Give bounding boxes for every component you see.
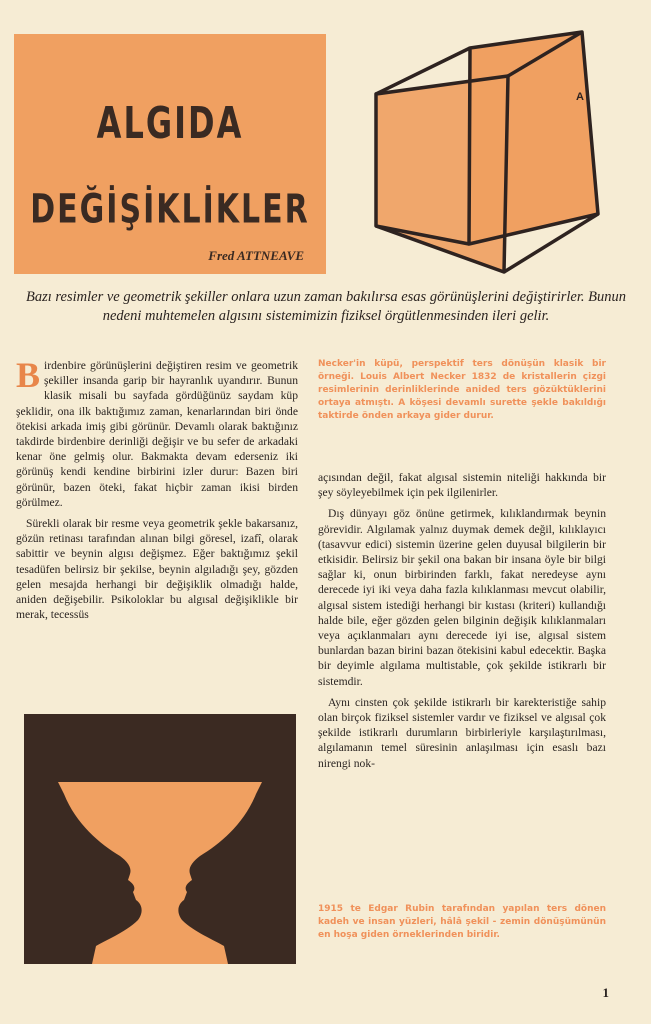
cube-front-face <box>376 76 508 272</box>
body-paragraph: açısından değil, fakat algısal sistemin niteliği hakkında bir şey söyleyebilmek için pek ilgilenirler. <box>318 471 606 500</box>
title-line-2: DEĞİŞİKLİKLER <box>30 185 310 234</box>
rubin-vase-figure <box>24 714 296 964</box>
body-paragraph <box>16 358 298 510</box>
author-name: Fred ATTNEAVE <box>208 248 304 263</box>
body-paragraph: Sürekli olarak bir resme veya geometrik şekle bakarsanız, gözün retinası tarafından alınan bilgi göresel, izafî, olarak sabittir ve beynin algısı değişmez. Eğer baktığımız şekil tesadüfen belirsiz bir şekilse, beynin algıladığı şey, gözden gelen mesajda herhangi bir değişiklik olmadığı halde, aniden değişebilir. Psikoloklar bu algısal değişiklikle bir merak, tecessüs <box>16 517 298 622</box>
title-box <box>14 34 326 274</box>
necker-cube-figure <box>370 28 602 276</box>
body-column-left <box>16 358 298 710</box>
page-number: 1 <box>602 985 609 1000</box>
cube-caption: Necker'in küpü, perspektif ters dönüşün klasik bir örneği. Louis Albert Necker 1832 de kristallerin çizgi resimlerinin derinliklerinde anided ters gözüktüklerini ortaya atmıştı. A köşesi devamlı surette şekle bakıldığı taktirde önden arkaya gider durur. <box>318 359 606 421</box>
title-line-1: ALGIDA <box>96 97 244 149</box>
cube-corner-label: A <box>576 91 584 103</box>
body-column-right <box>318 470 606 890</box>
body-paragraph: Dış dünyayı göz önüne getirmek, kılıklandırmak beynin görevidir. Algılamak yalnız duymak demek değil, kılıklayıcı (tasavvur edici) sistemin üzerine gelen duyusal bilgilerin bir etkisidir. Belirsiz bir şekil ona bakan bir insana öyle bir bilgi sağlar ki, onun birbirinden farklı, fakat neredeyse aynı derecede iyi iki veya daha fazla kılıklanması mevcut olabilir, algısal sistem istediği herhangi bir kıstası (kriteri) kullandığı halde bile, eğer gözden gelen bilginin değişik kılıklanmaları veya açıklanmaları aynı derecede iyi ise, algısal sistem bunlardan bazan birini bazan ötekisini kabul edecektir. Başka bir deyimle algılama multistable, çok şekilde istikrarlı bir sistemdir. <box>318 507 606 688</box>
drop-cap: B <box>16 358 41 395</box>
intro-paragraph: Bazı resimler ve geometrik şekiller onlara uzun zaman bakılırsa esas görünüşlerini değiştirirler. Bunun nedeni muhtemelen algısını sistemimizin fiziksel örgütlenmesinden ileri gelir. <box>26 289 626 324</box>
body-paragraph: Aynı cinsten çok şekilde istikrarlı bir karekteristiğe sahip olan birçok fiziksel sistemler vardır ve fiziksel ve algısal çok şekilde istikrarlı durumların birbirleriyle karşılaştırılması, algılamanın temel süresinin anlaşılması için esaslı bazı nirengi nok- <box>318 695 606 770</box>
vase-caption: 1915 te Edgar Rubin tarafından yapılan ters dönen kadeh ve insan yüzleri, hâlâ şekil - zemin dönüşümünün en hoşa giden örneklerinden biridir. <box>318 904 606 940</box>
paragraph-text: irdenbire görünüşlerini değiştiren resim ve geometrik şekiller insanda garip bir hayranlık uyandırır. Bunun klasik misali bu sayfada gördüğünüz saydam küp şeklidir, ona ilk baktığımız zaman, kenarlarından biri önde ötekisi arkada imiş gibi görünür. Devamlı olarak baktığınız takdirde birdenbire derinliği değişir ve bu sefer de arkadaki kenar öne gelmiş olur. Bakmakta devam ederseniz iki görünüş kendi kendine birbirini izler durur: Bazen biri görünür, bazen öteki, fakat hiçbir zaman ikisi birden görülmez. <box>16 359 298 509</box>
